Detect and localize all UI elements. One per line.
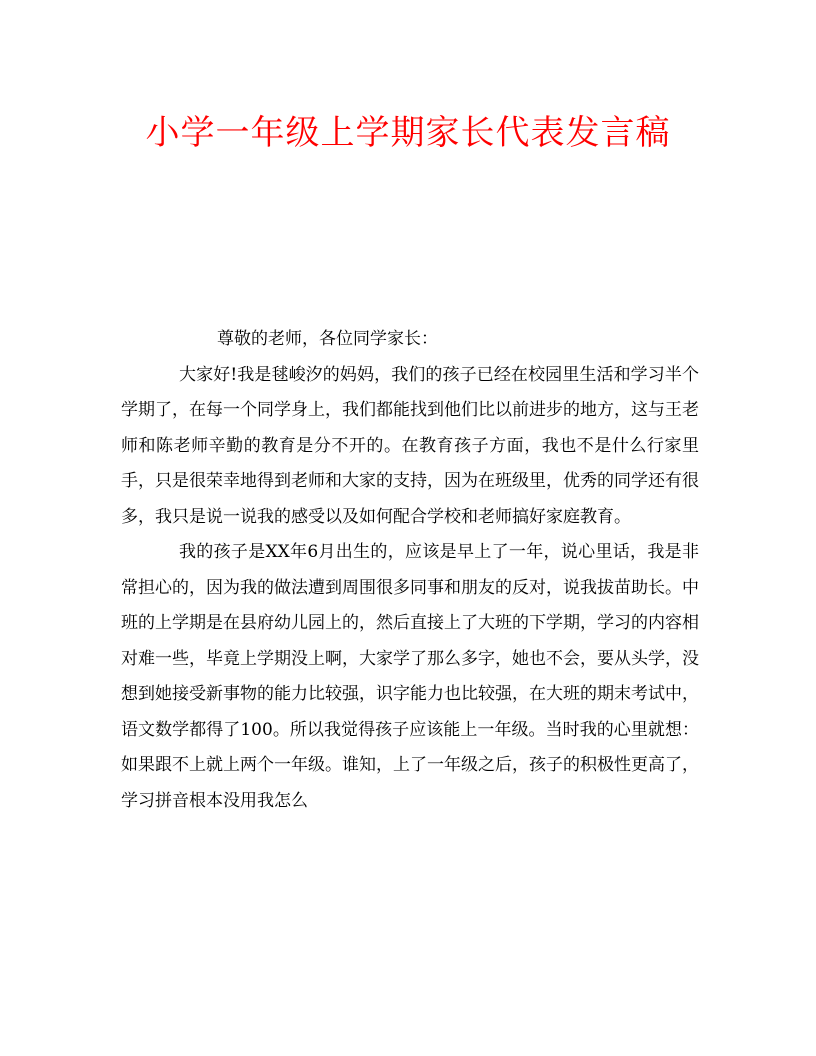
document-body: [121, 322, 699, 819]
paragraph-2: 我的孩子是XX年6月出生的，应该是早上了一年，说心里话，我是非常担心的，因为我的做法遭到周围很多同事和朋友的反对，说我拔苗助长。中班的上学期是在县府幼儿园上的，然后直接上了大班的下学期，学习的内容相对难一些，毕竟上学期没上啊，大家学了那么多字，她也不会，要从头学，没想到她接受新事物的能力比较强，识字能力也比较强，在大班的期末考试中，语文数学都得了100。所以我觉得孩子应该能上一年级。当时我的心里就想：如果跟不上就上两个一年级。谁知，上了一年级之后，孩子的积极性更高了，学习拼音根本没用我怎么: [121, 542, 699, 811]
document-title: 小学一年级上学期家长代表发言稿: [145, 113, 671, 153]
salutation: 尊敬的老师，各位同学家长：: [217, 329, 438, 349]
paragraph-1: 大家好!我是毬峻汐的妈妈，我们的孩子已经在校园里生活和学习半个学期了，在每一个同学身上，我们都能找到他们比以前进步的地方，这与王老师和陈老师辛勤的教育是分不开的。在教育孩子方面，我也不是什么行家里手，只是很荣幸地得到老师和大家的支持，因为在班级里，优秀的同学还有很多，我只是说一说我的感受以及如何配合学校和老师搞好家庭教育。: [121, 364, 699, 527]
